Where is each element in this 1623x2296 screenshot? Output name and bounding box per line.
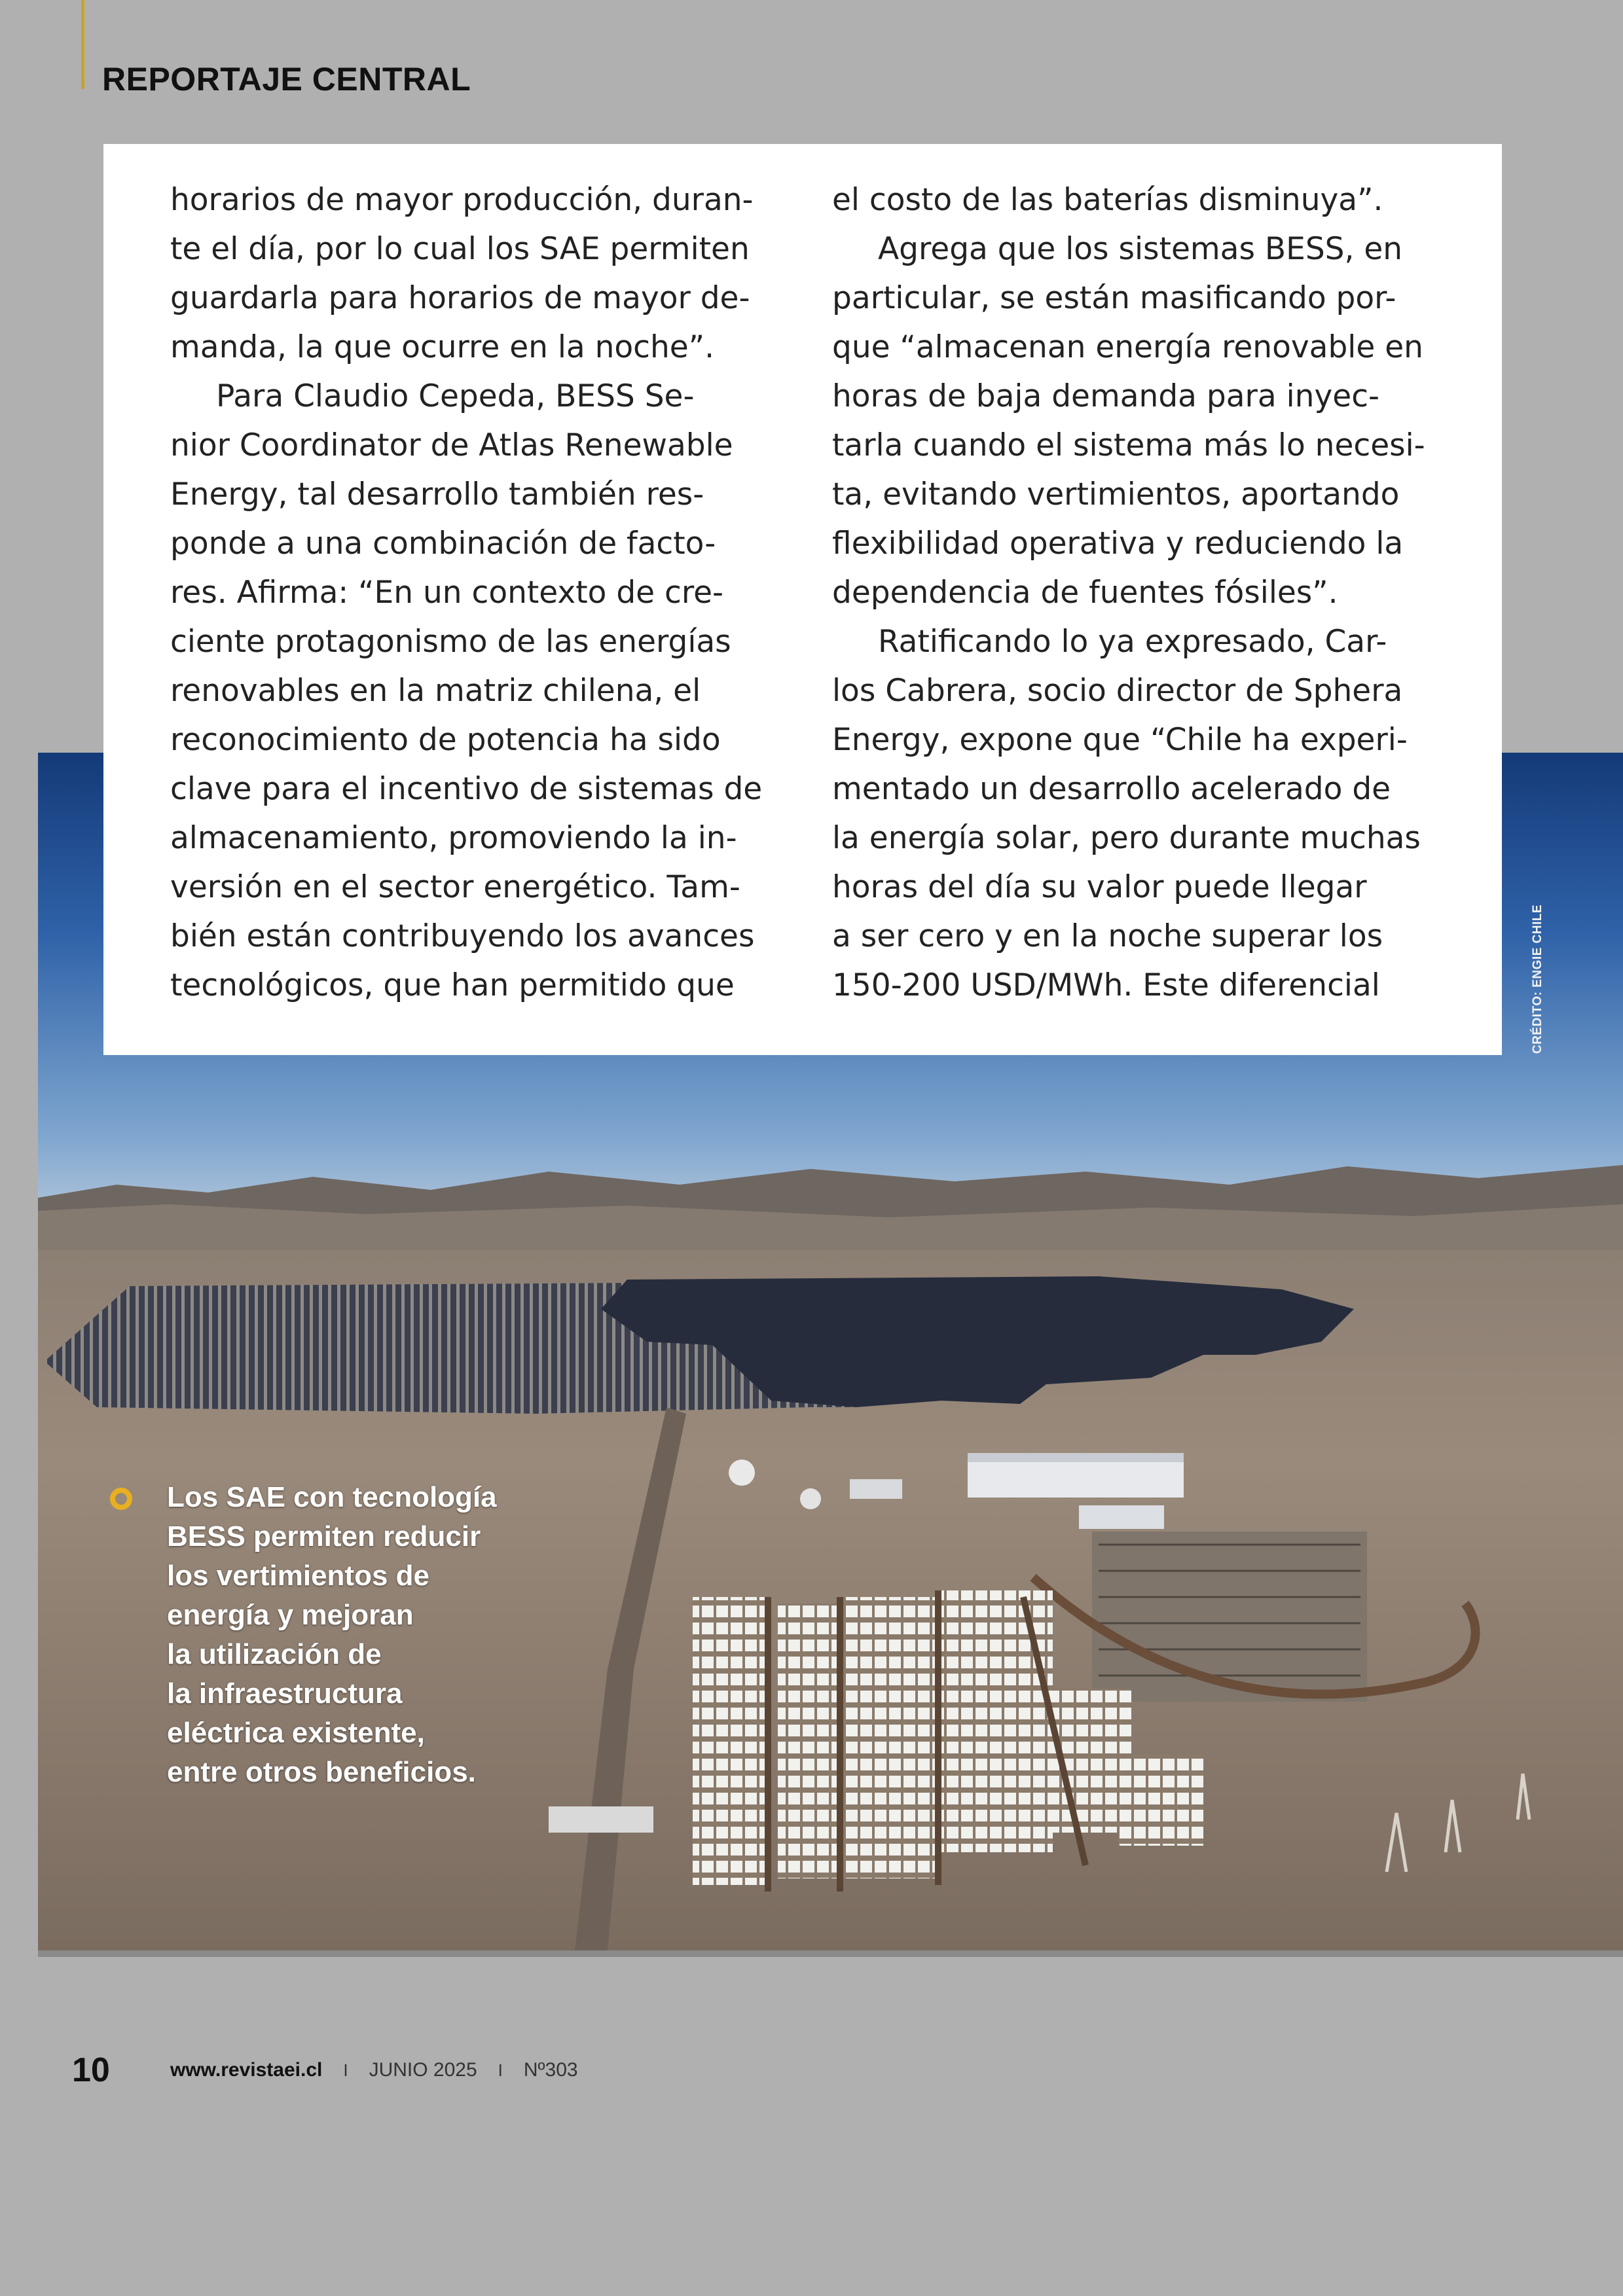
- website-link[interactable]: www.revistaei.cl: [170, 2059, 323, 2081]
- text-line: bién están contribuyendo los avances: [170, 918, 755, 954]
- text-line: horas de baja demanda para inyec-: [832, 378, 1379, 414]
- caption-line: Los SAE con tecnología: [167, 1481, 497, 1513]
- text-line: reconocimiento de potencia ha sido: [170, 722, 721, 758]
- text-line: el costo de las baterías disminuya”.: [832, 182, 1383, 218]
- caption-line: eléctrica existente,: [167, 1717, 425, 1749]
- text-line: Para Claudio Cepeda, BESS Se-: [216, 378, 695, 414]
- text-line: 150-200 USD/MWh. Este diferencial: [832, 967, 1380, 1003]
- caption-line: entre otros beneficios.: [167, 1756, 476, 1788]
- text-line: manda, la que ocurre en la noche”.: [170, 329, 715, 365]
- text-line: ta, evitando vertimientos, aportando: [832, 476, 1400, 512]
- text-line: Agrega que los sistemas BESS, en: [878, 231, 1403, 267]
- issue-number: Nº303: [523, 2059, 578, 2081]
- text-line: Energy, expone que “Chile ha experi-: [832, 722, 1408, 758]
- caption-line: los vertimientos de: [167, 1560, 430, 1592]
- text-line: versión en el sector energético. Tam-: [170, 869, 740, 905]
- text-line: nior Coordinator de Atlas Renewable: [170, 427, 733, 463]
- article-column-right: [832, 175, 1461, 1010]
- photo-credit: CRÉDITO: ENGIE CHILE: [1531, 904, 1544, 1054]
- text-line: a ser cero y en la noche superar los: [832, 918, 1383, 954]
- text-line: tecnológicos, que han permitido que: [170, 967, 735, 1003]
- text-line: dependencia de fuentes fósiles”.: [832, 575, 1338, 611]
- text-line: tarla cuando el sistema más lo necesi-: [832, 427, 1425, 463]
- text-line: que “almacenan energía renovable en: [832, 329, 1423, 365]
- text-line: la energía solar, pero durante muchas: [832, 820, 1421, 856]
- section-accent-bar: [81, 0, 84, 89]
- section-title: REPORTAJE CENTRAL: [102, 61, 471, 98]
- text-line: ponde a una combinación de facto-: [170, 526, 716, 562]
- text-line: flexibilidad operativa y reduciendo la: [832, 526, 1404, 562]
- issue-date: JUNIO 2025: [369, 2059, 477, 2081]
- caption-line: BESS permiten reducir: [167, 1520, 481, 1552]
- page-footer: [72, 2047, 578, 2093]
- text-line: Ratificando lo ya expresado, Car-: [878, 624, 1387, 660]
- text-line: res. Afirma: “En un contexto de cre-: [170, 575, 724, 611]
- text-line: guardarla para horarios de mayor de-: [170, 280, 750, 316]
- article-text-box: [103, 144, 1502, 1055]
- text-line: los Cabrera, socio director de Sphera: [832, 673, 1403, 709]
- text-line: horarios de mayor producción, duran-: [170, 182, 754, 218]
- caption-line: energía y mejoran: [167, 1599, 414, 1631]
- text-line: renovables en la matriz chilena, el: [170, 673, 701, 709]
- page-number: 10: [72, 2051, 110, 2089]
- photo-caption: [167, 1478, 534, 1792]
- text-line: Energy, tal desarrollo también res-: [170, 476, 704, 512]
- caption-line: la utilización de: [167, 1638, 382, 1670]
- footer-separator: I: [498, 2060, 503, 2080]
- text-line: clave para el incentivo de sistemas de: [170, 771, 763, 807]
- footer-separator: I: [343, 2060, 348, 2080]
- text-line: mentado un desarrollo acelerado de: [832, 771, 1391, 807]
- photo-bottom-edge: [38, 1950, 1623, 1957]
- caption-marker-icon: [110, 1488, 132, 1510]
- text-line: particular, se están masificando por-: [832, 280, 1396, 316]
- text-line: te el día, por lo cual los SAE permiten: [170, 231, 750, 267]
- text-line: almacenamiento, promoviendo la in-: [170, 820, 737, 856]
- text-line: ciente protagonismo de las energías: [170, 624, 731, 660]
- caption-line: la infraestructura: [167, 1677, 403, 1710]
- article-column-left: [170, 175, 831, 1010]
- text-line: horas del día su valor puede llegar: [832, 869, 1367, 905]
